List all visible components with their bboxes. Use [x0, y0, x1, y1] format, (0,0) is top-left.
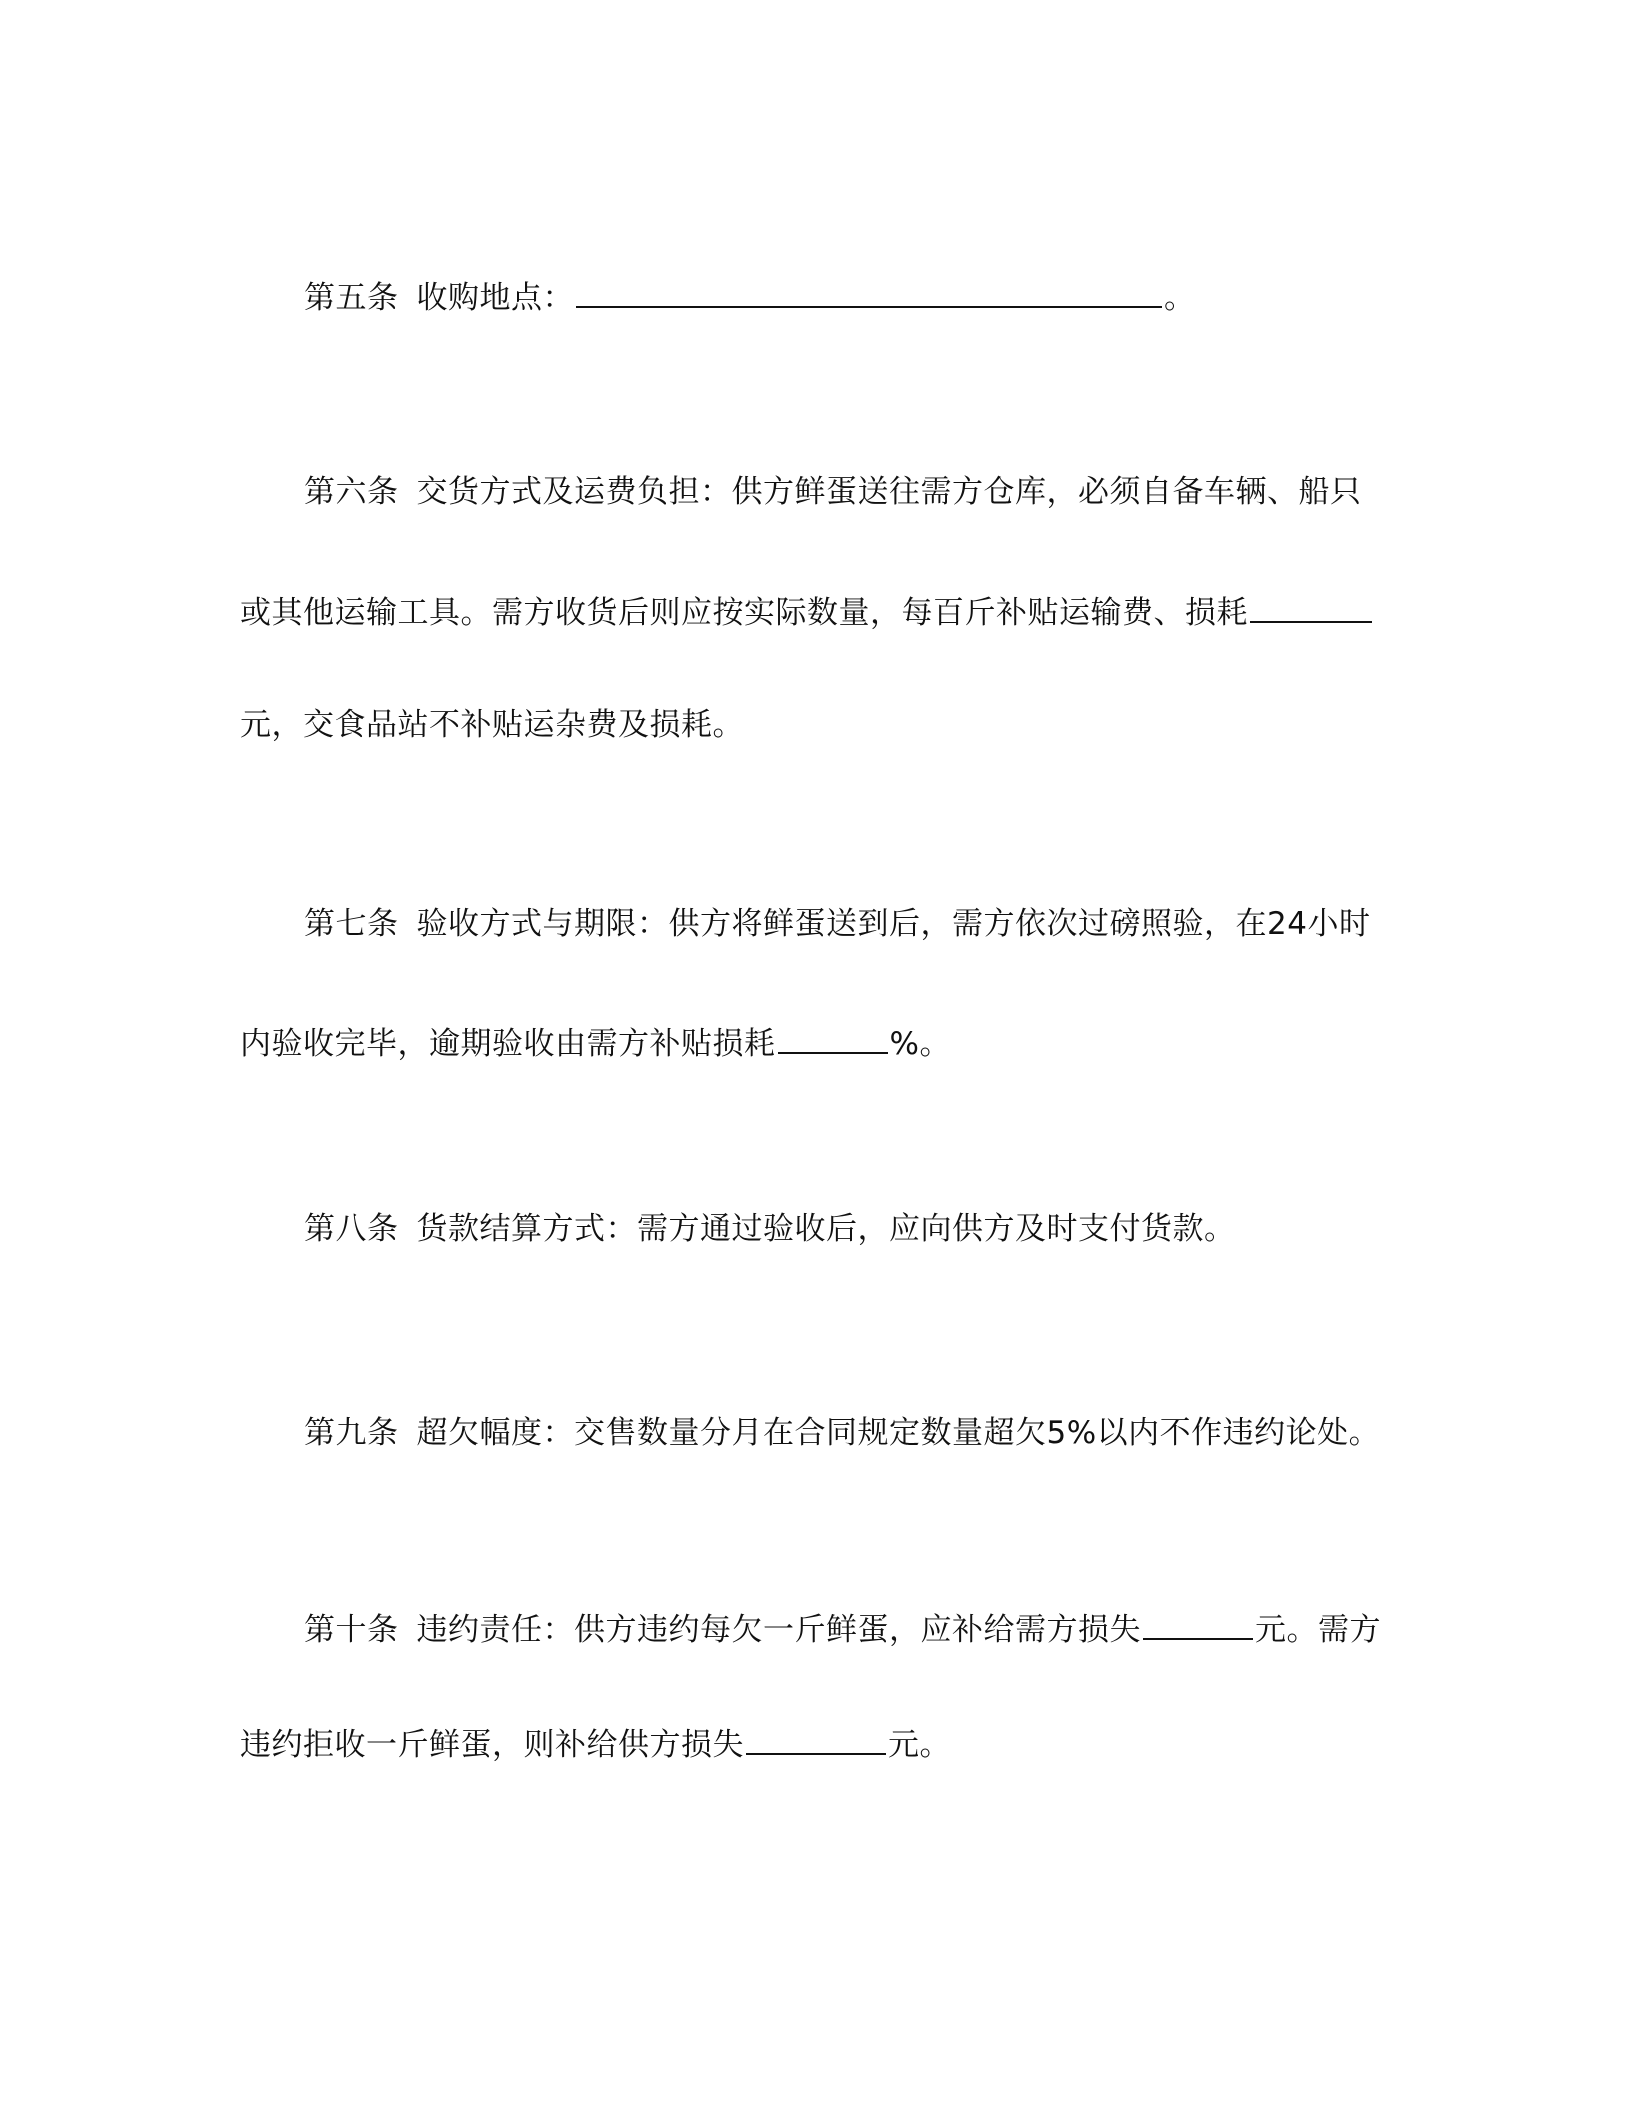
article-6-text-1: 交货方式及运费负担：供方鲜蛋送往需方仓库，必须自备车辆、船只 — [416, 474, 1362, 510]
article-7-text-1: 验收方式与期限：供方将鲜蛋送到后，需方依次过磅照验，在24小时 — [416, 906, 1371, 942]
blank-transport-subsidy[interactable] — [1250, 587, 1372, 623]
article-8-line-1 — [240, 1207, 1236, 1251]
article-10-line-1 — [240, 1604, 1381, 1648]
article-10-text-1: 违约责任：供方违约每欠一斤鲜蛋，应补给需方损失 — [416, 1612, 1141, 1648]
article-7-line-1 — [240, 902, 1370, 946]
article-8-heading: 第八条 — [304, 1211, 399, 1247]
article-10-line-2 — [240, 1719, 951, 1763]
blank-buyer-penalty[interactable] — [746, 1719, 886, 1755]
article-5-line-1 — [240, 272, 1196, 316]
article-10-text-1-after: 元。需方 — [1255, 1612, 1381, 1648]
article-9-text-1: 超欠幅度：交售数量分月在合同规定数量超欠5%以内不作违约论处。 — [416, 1415, 1381, 1451]
article-7-text-2: 内验收完毕，逾期验收由需方补贴损耗 — [240, 1026, 776, 1062]
article-6-line-2 — [240, 587, 1374, 631]
blank-supplier-penalty[interactable] — [1143, 1604, 1253, 1640]
article-6-line-3 — [240, 703, 744, 747]
article-10-text-2: 违约拒收一斤鲜蛋，则补给供方损失 — [240, 1727, 744, 1763]
article-5-heading: 第五条 — [304, 280, 399, 316]
article-9-heading: 第九条 — [304, 1415, 399, 1451]
article-5-text-before: 收购地点： — [416, 280, 574, 316]
article-6-line-1 — [240, 470, 1362, 514]
article-10-text-2-after: 元。 — [888, 1727, 951, 1763]
article-5-text-after: 。 — [1164, 280, 1196, 316]
blank-purchase-location[interactable] — [576, 272, 1162, 308]
article-7-line-2 — [240, 1018, 951, 1062]
article-8-text-1: 货款结算方式：需方通过验收后，应向供方及时支付货款。 — [416, 1211, 1236, 1247]
article-9-line-1 — [240, 1411, 1380, 1455]
article-6-text-2: 或其他运输工具。需方收货后则应按实际数量，每百斤补贴运输费、损耗 — [240, 595, 1248, 631]
article-6-heading: 第六条 — [304, 474, 399, 510]
blank-loss-percent[interactable] — [778, 1018, 888, 1054]
article-6-text-3: 元，交食品站不补贴运杂费及损耗。 — [240, 707, 744, 743]
article-7-text-2-after: %。 — [889, 1026, 951, 1062]
article-7-heading: 第七条 — [304, 906, 399, 942]
article-10-heading: 第十条 — [304, 1612, 399, 1648]
